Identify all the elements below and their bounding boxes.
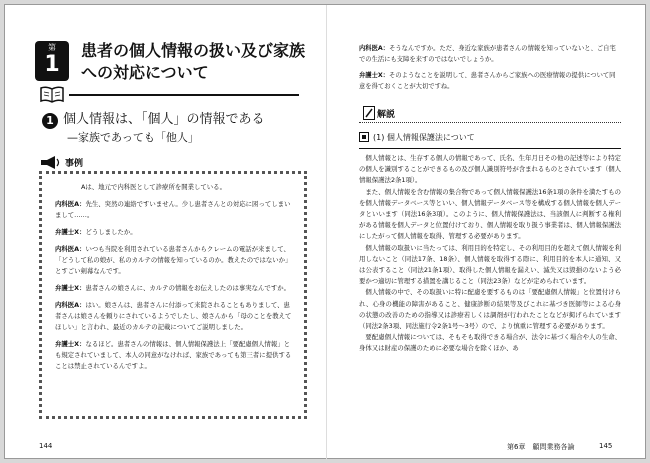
page-number-left: 144 <box>39 442 53 450</box>
subsection-heading-text: (1) 個人情報保護法について <box>373 133 475 142</box>
open-book-icon <box>39 85 65 103</box>
speaker-label: 弁護士X： <box>55 228 86 236</box>
right-page <box>327 5 647 460</box>
speaker-label: 弁護士X： <box>55 284 86 292</box>
running-head: 第6章 顧問業務各論 <box>507 443 575 451</box>
kaisetsu-rule <box>359 122 621 123</box>
speaker-label: 内科医A： <box>359 45 390 52</box>
dialogue-line <box>55 283 295 294</box>
case-intro: Aは、地元で内科医として診療所を開業している。 <box>81 183 226 191</box>
speaker-label: 弁護士X： <box>55 340 86 348</box>
speaker-label: 内科医A： <box>55 301 86 309</box>
paragraph: 個人情報とは、生存する個人の情報であって、氏名、生年月日その他の記述等により特定の個人を識別することができるもの及び個人識別符号が含まれるものとされています（個人情報保護法2条1項）。 <box>359 154 622 185</box>
dialogue-line <box>359 43 621 65</box>
speaker-label: 内科医A： <box>55 245 86 253</box>
speaker-label: 内科医A： <box>55 200 86 208</box>
paragraph: 要配慮個人情報については、そもそも取得できる場合が、法令に基づく場合や人の生命、身体又は財産の保護のために必要な場合を除くほか、あ <box>359 333 621 353</box>
dialogue-line <box>55 339 295 372</box>
paragraph: 個人情報の中で、その取扱いに特に配慮を要するものは「要配慮個人情報」と位置付けられ、心身の機能の障害があること、健康診断の結果等及びこれに基づき医師等による心身の状態の改善のための指導又は診療若しくは調剤が行われたことなどが掲げられています（同法2条3項、同法施行令2条1号〜3号）ので、より慎重に管理する必要があります。 <box>359 288 621 331</box>
paragraph: 個人情報の取扱いに当たっては、利用目的を特定し、その利用目的を超えて個人情報を利用しないこと（同法17条、18条）、個人情報を取得する際に、利用目的を本人に通知、又は公表すること（同法21条1項）、取得した個人情報を漏えい、滅失又は毀損のないよう必要かつ適切に管理する措置を講じること（同法23条）などが定められています。 <box>359 243 622 286</box>
dialogue-line <box>359 70 621 92</box>
subsection-title: 個人情報は、「個人」の情報である <box>63 112 265 127</box>
page-number-right: 145 <box>599 442 613 450</box>
megaphone-icon <box>39 155 61 170</box>
dialogue-text: なるほど。患者さんの情報は、個人情報保護法上「要配慮個人情報」とも規定されていまして、本人の同意がなければ、家族であっても第三者に提供することは禁止されているんですよ。 <box>55 340 292 370</box>
dialogue-text: 患者さんの娘さんに、カルテの情報をお伝えしたのは事実なんですか。 <box>85 284 290 292</box>
title-underline <box>69 94 299 96</box>
left-page <box>5 5 326 460</box>
case-box <box>39 171 307 419</box>
dialogue-line <box>55 227 295 238</box>
dialogue-text: 先生、突然の連絡ですいません。少し患者さんとの対応に困ってしまいまして……。 <box>55 200 291 219</box>
dialogue-text: どうしましたか。 <box>85 228 137 236</box>
dialogue-line <box>55 244 295 277</box>
chapter-badge-number: 1 <box>44 52 60 77</box>
section-title: 患者の個人情報の扱い及び家族への対応について <box>81 41 306 82</box>
subsection-rule <box>359 148 621 149</box>
square-bullet-icon <box>359 132 369 142</box>
dialogue-text: いつも当院を利用されている患者さんからクレームの電話が来まして、「どうして私の娘が、私のカルテの情報を知っているのか。教えたのではないか」とすごい剣幕なんです。 <box>55 245 292 275</box>
case-label: 事例 <box>65 159 84 169</box>
chapter-badge-prefix: 第 <box>48 43 56 52</box>
body-text <box>359 153 621 355</box>
speaker-label: 弁護士X： <box>359 72 390 79</box>
dialogue-line <box>55 199 295 221</box>
subsection-subtitle: —家族であっても「他人」 <box>67 131 199 144</box>
subsection-number-badge: 1 <box>42 113 58 129</box>
subsection-heading <box>359 130 621 145</box>
kaisetsu-header <box>363 106 399 121</box>
paragraph: また、個人情報を含む情報の集合物であって個人情報保護法16条1項の条件を満たすものを個人情報データベース等といい、個人情報データベース等を構成する個人情報を個人データといいます（同法16条3項）。このように、個人情報保護法は、当該個人に判断する権利がある情報を個人データと位置付けており、個人情報を取り扱う事業者は、個人情報保護法にしたがって個人情報を取得、管理する必要があります。 <box>359 187 622 241</box>
pencil-icon <box>363 106 375 120</box>
kaisetsu-label: 解説 <box>377 110 396 120</box>
dialogue-text: はい。娘さんは、患者さんに付添って来院されることもありまして、患者さんは娘さんを頼りにされているようでしたし、娘さんから「母のことを教えてほしい」と言われ、最近のカルテの記載についてご説明しました。 <box>55 301 292 331</box>
chapter-badge <box>35 41 69 81</box>
continued-dialogue <box>359 43 621 97</box>
dialogue-line <box>55 300 295 333</box>
dialogue-text: そうなんですか。ただ、身近な家族が患者さんの情報を知っていないと、ご自宅での生活にも支障を来すのではないでしょうか。 <box>359 45 616 63</box>
book-spread <box>4 4 646 459</box>
dialogue-text: そのようなことを説明して、患者さんからご家族への医療情報の提供について同意を得ておくことが大切ですね。 <box>359 72 616 90</box>
